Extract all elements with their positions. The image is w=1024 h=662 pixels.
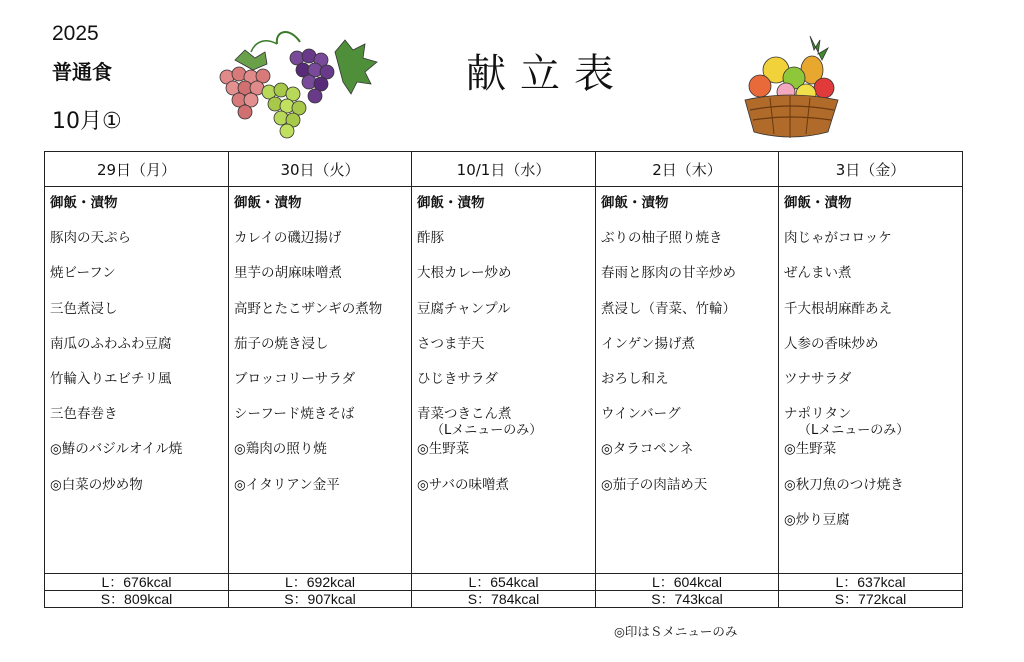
menu-item [234, 371, 411, 406]
footnote: ◎印はＳメニューのみ [614, 624, 738, 639]
menu-item-label: ひじきサラダ [417, 370, 498, 387]
menu-item-label: ぜんまい煮 [784, 265, 852, 282]
menu-item-label: 御飯・漬物 [50, 195, 118, 211]
menu-item-label: ◎茄子の肉詰め天 [601, 476, 708, 493]
menu-item-label: 高野とたこザンギの煮物 [234, 300, 383, 317]
menu-item-label: ◎鰆のバジルオイル焼 [50, 441, 183, 458]
menu-list [596, 187, 778, 512]
menu-item [784, 406, 962, 441]
menu-item [601, 406, 778, 441]
menu-item [234, 230, 411, 265]
month-label: 10月① [52, 109, 122, 134]
menu-item [234, 301, 411, 336]
menu-item-label: シーフード焼きそば [234, 406, 355, 423]
day-menu-cell [229, 187, 412, 574]
menu-item-label: 春雨と豚肉の甘辛炒め [601, 265, 736, 282]
kcal-l: L：654kcal [412, 574, 596, 591]
day-header: 30日（火） [229, 152, 412, 187]
menu-item-label: 豚肉の天ぷら [50, 230, 131, 247]
menu-item [50, 477, 228, 512]
menu-item [50, 406, 228, 441]
menu-item-label: 三色煮浸し [50, 300, 118, 317]
menu-item-label: ◎生野菜 [417, 441, 470, 458]
kcal-s: S：809kcal [45, 591, 229, 608]
day-menu-cell [596, 187, 779, 574]
menu-item [784, 371, 962, 406]
menu-item-label: ◎タラコペンネ [601, 441, 694, 458]
menu-item-label: 青菜つきこん煮 [417, 406, 512, 423]
menu-table [44, 151, 963, 608]
menu-item-label: ぶりの柚子照り焼き [601, 230, 723, 247]
day-menu-cell [779, 187, 963, 574]
menu-item [784, 230, 962, 265]
menu-items-row [45, 187, 963, 574]
menu-item-label: カレイの磯辺揚げ [234, 230, 342, 247]
menu-item [50, 441, 228, 476]
menu-item [784, 512, 962, 547]
grapes-illustration [205, 22, 385, 140]
menu-type: 普通食 [52, 60, 112, 84]
menu-item [784, 441, 962, 476]
menu-item [601, 195, 778, 230]
page-title: 献立表 [466, 51, 628, 97]
menu-list [412, 187, 595, 512]
menu-item [417, 230, 595, 265]
menu-item-label: ブロッコリーサラダ [234, 370, 356, 387]
menu-item-label: 竹輪入りエビチリ風 [50, 370, 172, 387]
menu-item [601, 371, 778, 406]
menu-item-label: 人参の香味炒め [784, 335, 879, 352]
menu-item [601, 265, 778, 300]
menu-item [784, 265, 962, 300]
menu-item [50, 336, 228, 371]
kcal-s: S：772kcal [779, 591, 963, 608]
menu-item [417, 265, 595, 300]
menu-item [417, 477, 595, 512]
menu-item-label: ◎白菜の炒め物 [50, 476, 143, 493]
menu-item-label: 肉じゃがコロッケ [784, 230, 892, 247]
day-menu-cell [412, 187, 596, 574]
menu-item [784, 336, 962, 371]
menu-item-label: 茄子の焼き浸し [234, 335, 329, 352]
kcal-l: L：692kcal [229, 574, 412, 591]
menu-item [417, 441, 595, 476]
menu-item [601, 230, 778, 265]
menu-item-label: ◎生野菜 [784, 441, 837, 458]
menu-item-label: 三色春巻き [50, 406, 118, 423]
kcal-s: S：743kcal [596, 591, 779, 608]
menu-item-label: ◎秋刀魚のつけ焼き [784, 476, 904, 493]
menu-item [234, 477, 411, 512]
menu-list [779, 187, 962, 547]
menu-item-label: 焼ビーフン [50, 265, 116, 282]
menu-item [417, 406, 595, 441]
kcal-l: L：637kcal [779, 574, 963, 591]
menu-item [50, 265, 228, 300]
menu-item [784, 301, 962, 336]
menu-item-label: 大根カレー炒め [417, 265, 512, 282]
menu-item [234, 406, 411, 441]
day-header: 10/1日（水） [412, 152, 596, 187]
menu-item [50, 230, 228, 265]
menu-item [234, 195, 411, 230]
menu-item-label: ◎鶏肉の照り焼 [234, 441, 327, 458]
menu-item-label: 酢豚 [417, 230, 444, 247]
menu-item [50, 195, 228, 230]
menu-item-label: ◎炒り豆腐 [784, 511, 850, 528]
menu-item [234, 265, 411, 300]
menu-item-label: ナポリタン [784, 406, 852, 423]
fruit-basket-illustration [740, 28, 840, 146]
menu-item-label: 御飯・漬物 [234, 195, 302, 211]
kcal-s: S：907kcal [229, 591, 412, 608]
menu-item-label: 御飯・漬物 [784, 195, 852, 211]
menu-list [229, 187, 411, 512]
menu-item [784, 195, 962, 230]
menu-item [601, 336, 778, 371]
year: 2025 [52, 22, 99, 45]
menu-item-label: 南瓜のふわふわ豆腐 [50, 335, 172, 352]
menu-list [45, 187, 228, 512]
menu-item [784, 477, 962, 512]
menu-item-label: ◎サバの味噌煮 [417, 476, 509, 493]
menu-item [417, 301, 595, 336]
kcal-s: S：784kcal [412, 591, 596, 608]
menu-item-label: 煮浸し（青菜、竹輪） [601, 300, 736, 317]
kcal-l: L：604kcal [596, 574, 779, 591]
kcal-l: L：676kcal [45, 574, 229, 591]
menu-item [50, 301, 228, 336]
menu-item-label: ツナサラダ [784, 370, 852, 387]
menu-item [417, 336, 595, 371]
menu-item [417, 195, 595, 230]
menu-item-label: ◎イタリアン金平 [234, 476, 340, 493]
menu-item-label: 千大根胡麻酢あえ [784, 300, 892, 317]
menu-item [50, 371, 228, 406]
menu-item [234, 336, 411, 371]
kcal-s-row [45, 591, 963, 608]
menu-item-label: 豆腐チャンプル [417, 300, 511, 317]
day-header: 29日（月） [45, 152, 229, 187]
menu-item-label: 里芋の胡麻味噌煮 [234, 265, 342, 282]
menu-item-label: おろし和え [601, 370, 669, 387]
menu-item-label: ウインバーグ [601, 406, 681, 423]
menu-item-note: （Lメニューのみ） [798, 423, 910, 439]
menu-item-label: インゲン揚げ煮 [601, 335, 695, 352]
day-header: 2日（木） [596, 152, 779, 187]
menu-item-note: （Lメニューのみ） [431, 423, 543, 439]
day-header-row [45, 152, 963, 187]
menu-item-label: 御飯・漬物 [417, 195, 485, 211]
menu-item [601, 301, 778, 336]
menu-item [601, 477, 778, 512]
day-menu-cell [45, 187, 229, 574]
kcal-l-row [45, 574, 963, 591]
menu-item-label: 御飯・漬物 [601, 195, 669, 211]
day-header: 3日（金） [779, 152, 963, 187]
menu-item-label: さつま芋天 [417, 335, 485, 352]
menu-item [601, 441, 778, 476]
menu-item [417, 371, 595, 406]
menu-item [234, 441, 411, 476]
